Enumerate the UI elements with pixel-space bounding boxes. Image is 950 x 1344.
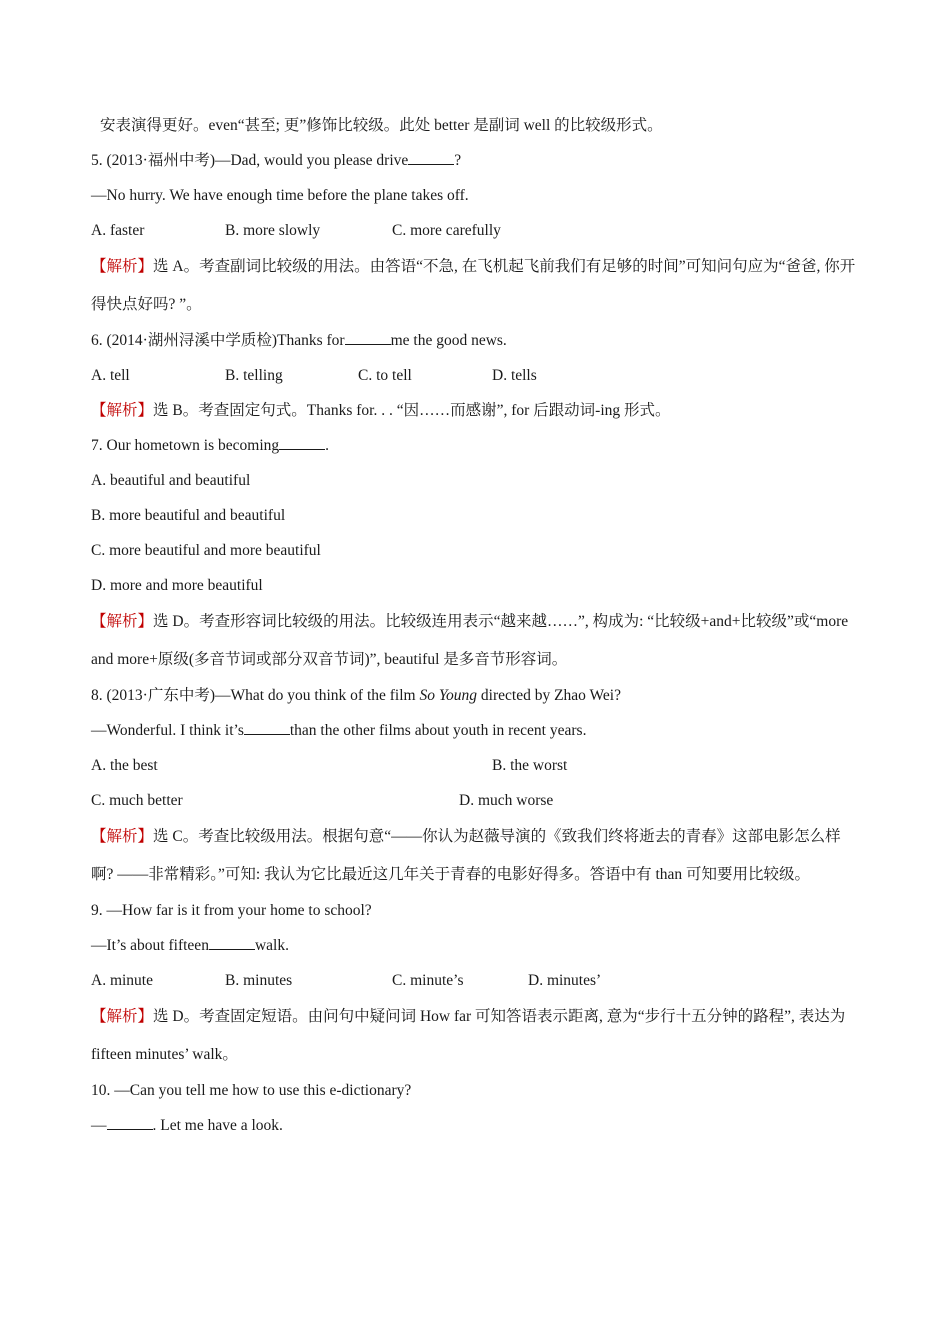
- q6-explanation: [91, 393, 861, 428]
- q8-option-a: A. the best: [91, 757, 158, 774]
- q7-explanation: [91, 603, 861, 678]
- q9-option-a: A. minute: [91, 972, 153, 989]
- q9-reply: [91, 928, 861, 963]
- q8-reply-start: —Wonderful. I think it’s: [91, 722, 244, 739]
- q9-reply-end: walk.: [254, 937, 289, 954]
- q10-blank: [107, 1115, 153, 1130]
- q5-options: [91, 213, 861, 248]
- q6-stem: [91, 323, 861, 358]
- q7-stem-text: 7. Our hometown is becoming: [91, 437, 280, 454]
- q7-option-d: D. more and more beautiful: [91, 577, 263, 594]
- q7-option-c: C. more beautiful and more beautiful: [91, 542, 321, 559]
- q8-film-title: So Young: [419, 687, 478, 704]
- q8-explanation-text: 选 C。考查比较级用法。根据句意“——你认为赵薇导演的《致我们终将逝去的青春》这部电影怎么样啊? ——非常精彩。”可知: 我认为它比最近这几年关于青春的电影好得多。答语中有 than 可知要用比较级。: [91, 828, 841, 883]
- q5-stem-text: 5. (2013·福州中考)—Dad, would you please drive: [91, 152, 409, 169]
- q8-options-row1: [91, 748, 861, 783]
- q9-option-b: B. minutes: [225, 972, 293, 989]
- q8-stem-text: 8. (2013·广东中考)—What do you think of the film: [91, 687, 420, 704]
- q10-reply: [91, 1108, 861, 1143]
- q8-reply-end: than the other films about youth in recent years.: [289, 722, 587, 739]
- q7-blank: [279, 435, 325, 450]
- q6-options: [91, 358, 861, 393]
- q8-options-row2: [91, 783, 861, 818]
- q9-option-c: C. minute’s: [392, 972, 464, 989]
- q8-stem: [91, 678, 861, 713]
- q8-option-d: D. much worse: [459, 792, 554, 809]
- analysis-tag: 【解析】: [91, 402, 154, 419]
- q9-option-d: D. minutes’: [528, 972, 602, 989]
- q6-option-b: B. telling: [225, 367, 283, 384]
- q10-reply-start: —: [91, 1117, 107, 1134]
- q9-explanation: [91, 998, 861, 1073]
- q5-option-a: A. faster: [91, 222, 145, 239]
- q5-explanation: [91, 248, 861, 323]
- q10-reply-end: . Let me have a look.: [152, 1117, 283, 1134]
- q9-stem: 9. —How far is it from your home to school?: [91, 902, 372, 919]
- q8-reply: [91, 713, 861, 748]
- q7-stem: [91, 428, 861, 463]
- q5-blank: [408, 150, 454, 165]
- q6-option-c: C. to tell: [358, 367, 412, 384]
- q6-option-d: D. tells: [492, 367, 537, 384]
- q10-stem: 10. —Can you tell me how to use this e-dictionary?: [91, 1082, 412, 1099]
- q6-blank: [345, 330, 391, 345]
- exercise-page: [91, 108, 861, 1143]
- q9-options: [91, 963, 861, 998]
- q7-stem-end: .: [325, 437, 330, 454]
- q5-explanation-text: 选 A。考查副词比较级的用法。由答语“不急, 在飞机起飞前我们有足够的时间”可知问句应为“爸爸, 你开得快点好吗? ”。: [91, 258, 856, 313]
- analysis-tag: 【解析】: [91, 258, 154, 275]
- q9-reply-start: —It’s about fifteen: [91, 937, 209, 954]
- q6-stem-end: me the good news.: [390, 332, 507, 349]
- q5-stem-end: ?: [454, 152, 462, 169]
- analysis-tag: 【解析】: [91, 828, 154, 845]
- q5-option-c: C. more carefully: [392, 222, 501, 239]
- q4-explanation-continued: 安表演得更好。even“甚至; 更”修饰比较级。此处 better 是副词 well 的比较级形式。: [100, 117, 663, 134]
- q9-explanation-text: 选 D。考查固定短语。由问句中疑问词 How far 可知答语表示距离, 意为“步行十五分钟的路程”, 表达为 fifteen minutes’ walk。: [91, 1008, 846, 1063]
- q8-explanation: [91, 818, 861, 893]
- q5-option-b: B. more slowly: [225, 222, 321, 239]
- q6-stem-text: 6. (2014·湖州浔溪中学质检)Thanks for: [91, 332, 345, 349]
- q8-stem-end: directed by Zhao Wei?: [477, 687, 621, 704]
- q8-option-c: C. much better: [91, 792, 183, 809]
- analysis-tag: 【解析】: [91, 1008, 154, 1025]
- q7-option-a: A. beautiful and beautiful: [91, 472, 251, 489]
- q5-reply: —No hurry. We have enough time before the plane takes off.: [91, 187, 469, 204]
- q8-blank: [244, 720, 290, 735]
- q9-blank: [209, 935, 255, 950]
- analysis-tag: 【解析】: [91, 613, 154, 630]
- q7-option-b: B. more beautiful and beautiful: [91, 507, 286, 524]
- q8-option-b: B. the worst: [492, 757, 568, 774]
- q6-explanation-text: 选 B。考查固定句式。Thanks for. . . “因……而感谢”, for 后跟动词-ing 形式。: [153, 402, 671, 419]
- q5-stem: [91, 143, 861, 178]
- q7-explanation-text: 选 D。考查形容词比较级的用法。比较级连用表示“越来越……”, 构成为: “比较级+and+比较级”或“more and more+原级(多音节词或部分双音节词)”, beautiful 是多音节形容词。: [91, 613, 849, 668]
- q6-option-a: A. tell: [91, 367, 130, 384]
